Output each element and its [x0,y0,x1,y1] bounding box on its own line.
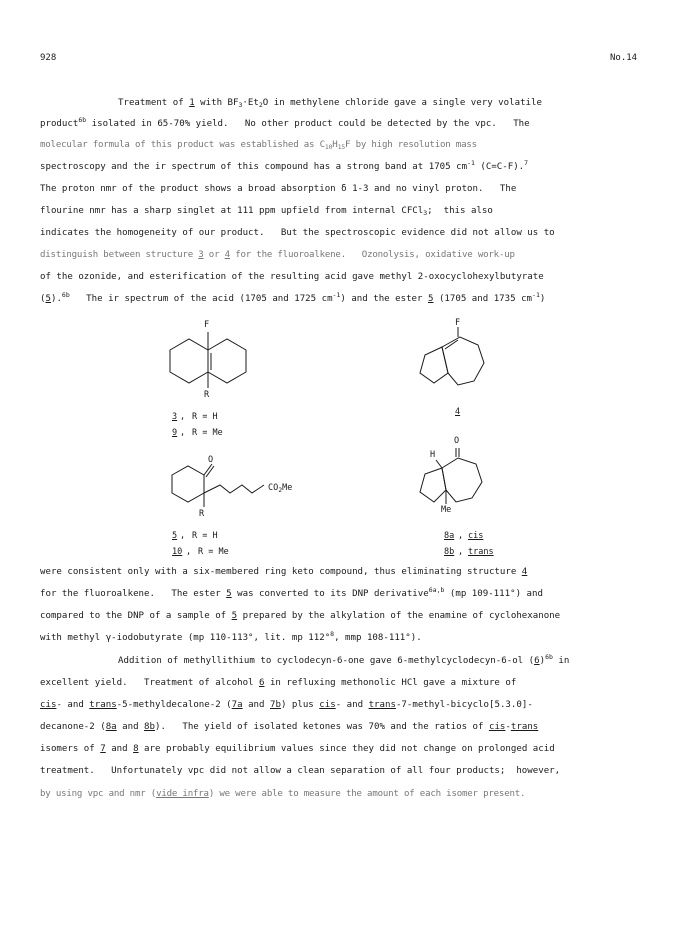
text-line: flourine nmr has a sharp singlet at 111 ppm upfield from internal CFCl$_3$; this also [40,206,493,217]
text-line: cis- and trans-5-methyldecalone-2 (7a and 7b) plus cis- and trans-7-methyl-bicyclo[5.3.0]- [40,700,533,710]
atom-label-f: F [455,318,461,328]
compound-sep: , [180,531,186,541]
atom-label-r: R [204,390,210,400]
compound-5-substituent: R = H [192,531,218,541]
text-line: by using vpc and nmr (vide infra) we were able to measure the amount of each isomer present. [40,789,526,799]
compound-sep: , [180,428,186,438]
text-line: decanone-2 (8a and 8b). The yield of isolated ketones was 70% and the ratios of cis-trans [40,722,539,732]
compound-number-10: 10 [172,547,183,557]
structure-8-bicyclodecanone [398,436,508,520]
atom-label-r: R [199,509,205,519]
atom-label-f: F [204,320,210,330]
text-line: The proton nmr of the product shows a broad absorption δ 1-3 and no vinyl proton. The [40,184,517,194]
text-line: (5).$^{6b}$ The ir spectrum of the acid (1705 and 1725 $cm^{-1}$) and the ester 5 (1705 and 1735 $cm^{-1}$) [40,291,546,304]
text-line: compared to the DNP of a sample of 5 prepared by the alkylation of the enamine of cyclohexanone [40,611,561,621]
atom-label-o: O [454,436,460,446]
compound-8a-stereo: cis [468,531,484,541]
ester-group: $CO_2Me$ [268,483,293,494]
atom-label-me: Me [441,505,452,515]
text-line: spectroscopy and the ir spectrum of this compound has a strong band at 1705 $cm^{-1}$ (C=C-F).$^7$ [40,159,529,172]
compound-3-substituent: R = H [192,412,218,422]
compound-10-substituent: R = Me [198,547,229,557]
compound-number-8b: 8b [444,547,455,557]
atom-label-h: H [430,450,436,460]
text-line: were consistent only with a six-membered ring keto compound, thus eliminating structure 4 [40,567,528,577]
compound-number-8a: 8a [444,531,455,541]
compound-sep: , [458,547,464,557]
text-line: for the fluoroalkene. The ester 5 was converted to its DNP derivative$^{6a,b}$ (mp 109-111°) and [40,586,543,599]
structure-5-keto-ester [158,455,318,525]
text-line: indicates the homogeneity of our product. But the spectroscopic evidence did not allow us to [40,228,555,238]
compound-number-5: 5 [172,531,178,541]
compound-sep: , [458,531,464,541]
atom-label-o: O [208,455,214,465]
journal-issue: No.14 [610,53,638,63]
text-line: isomers of 7 and 8 are probably equilibrium values since they did not change on prolonged acid [40,744,555,754]
compound-number-9: 9 [172,428,178,438]
text-line: Addition of methyllithium to cyclodecyn-6-one gave 6-methylcyclodecyn-6-ol $(6)^{6b}$ in [118,653,570,666]
compound-9-substituent: R = Me [192,428,223,438]
text-line: molecular formula of this product was established as $C_{10}H_{15}F$ by high resolution mass [40,140,477,151]
compound-sep: , [186,547,192,557]
compound-sep: , [180,412,186,422]
text-line: treatment. Unfortunately vpc did not allow a clean separation of all four products; however, [40,766,561,776]
compound-number-4: 4 [455,407,461,417]
text-line: distinguish between structure 3 or 4 for the fluoroalkene. Ozonolysis, oxidative work-up [40,250,515,260]
page-number: 928 [40,53,57,63]
text-line: product$^{6b}$ isolated in 65-70% yield. No other product could be detected by the vpc. The [40,116,530,129]
compound-number-3: 3 [172,412,178,422]
structure-3-bicyclic-fluoroalkene [158,320,268,410]
text-line: of the ozonide, and esterification of the resulting acid gave methyl 2-oxocyclohexylbutyrate [40,272,544,282]
text-line: Treatment of 1 with $BF_3\cdot Et_2O$ in methylene chloride gave a single very volatile [118,98,542,109]
structure-4-fused-fluoroalkene [400,318,510,405]
text-line: excellent yield. Treatment of alcohol 6 in refluxing methonolic HCl gave a mixture of [40,678,517,688]
compound-8b-stereo: trans [468,547,494,557]
text-line: with methyl γ-iodobutyrate (mp 110-113°, lit. mp 112°$^8$, mmp 108-111°). [40,630,422,643]
